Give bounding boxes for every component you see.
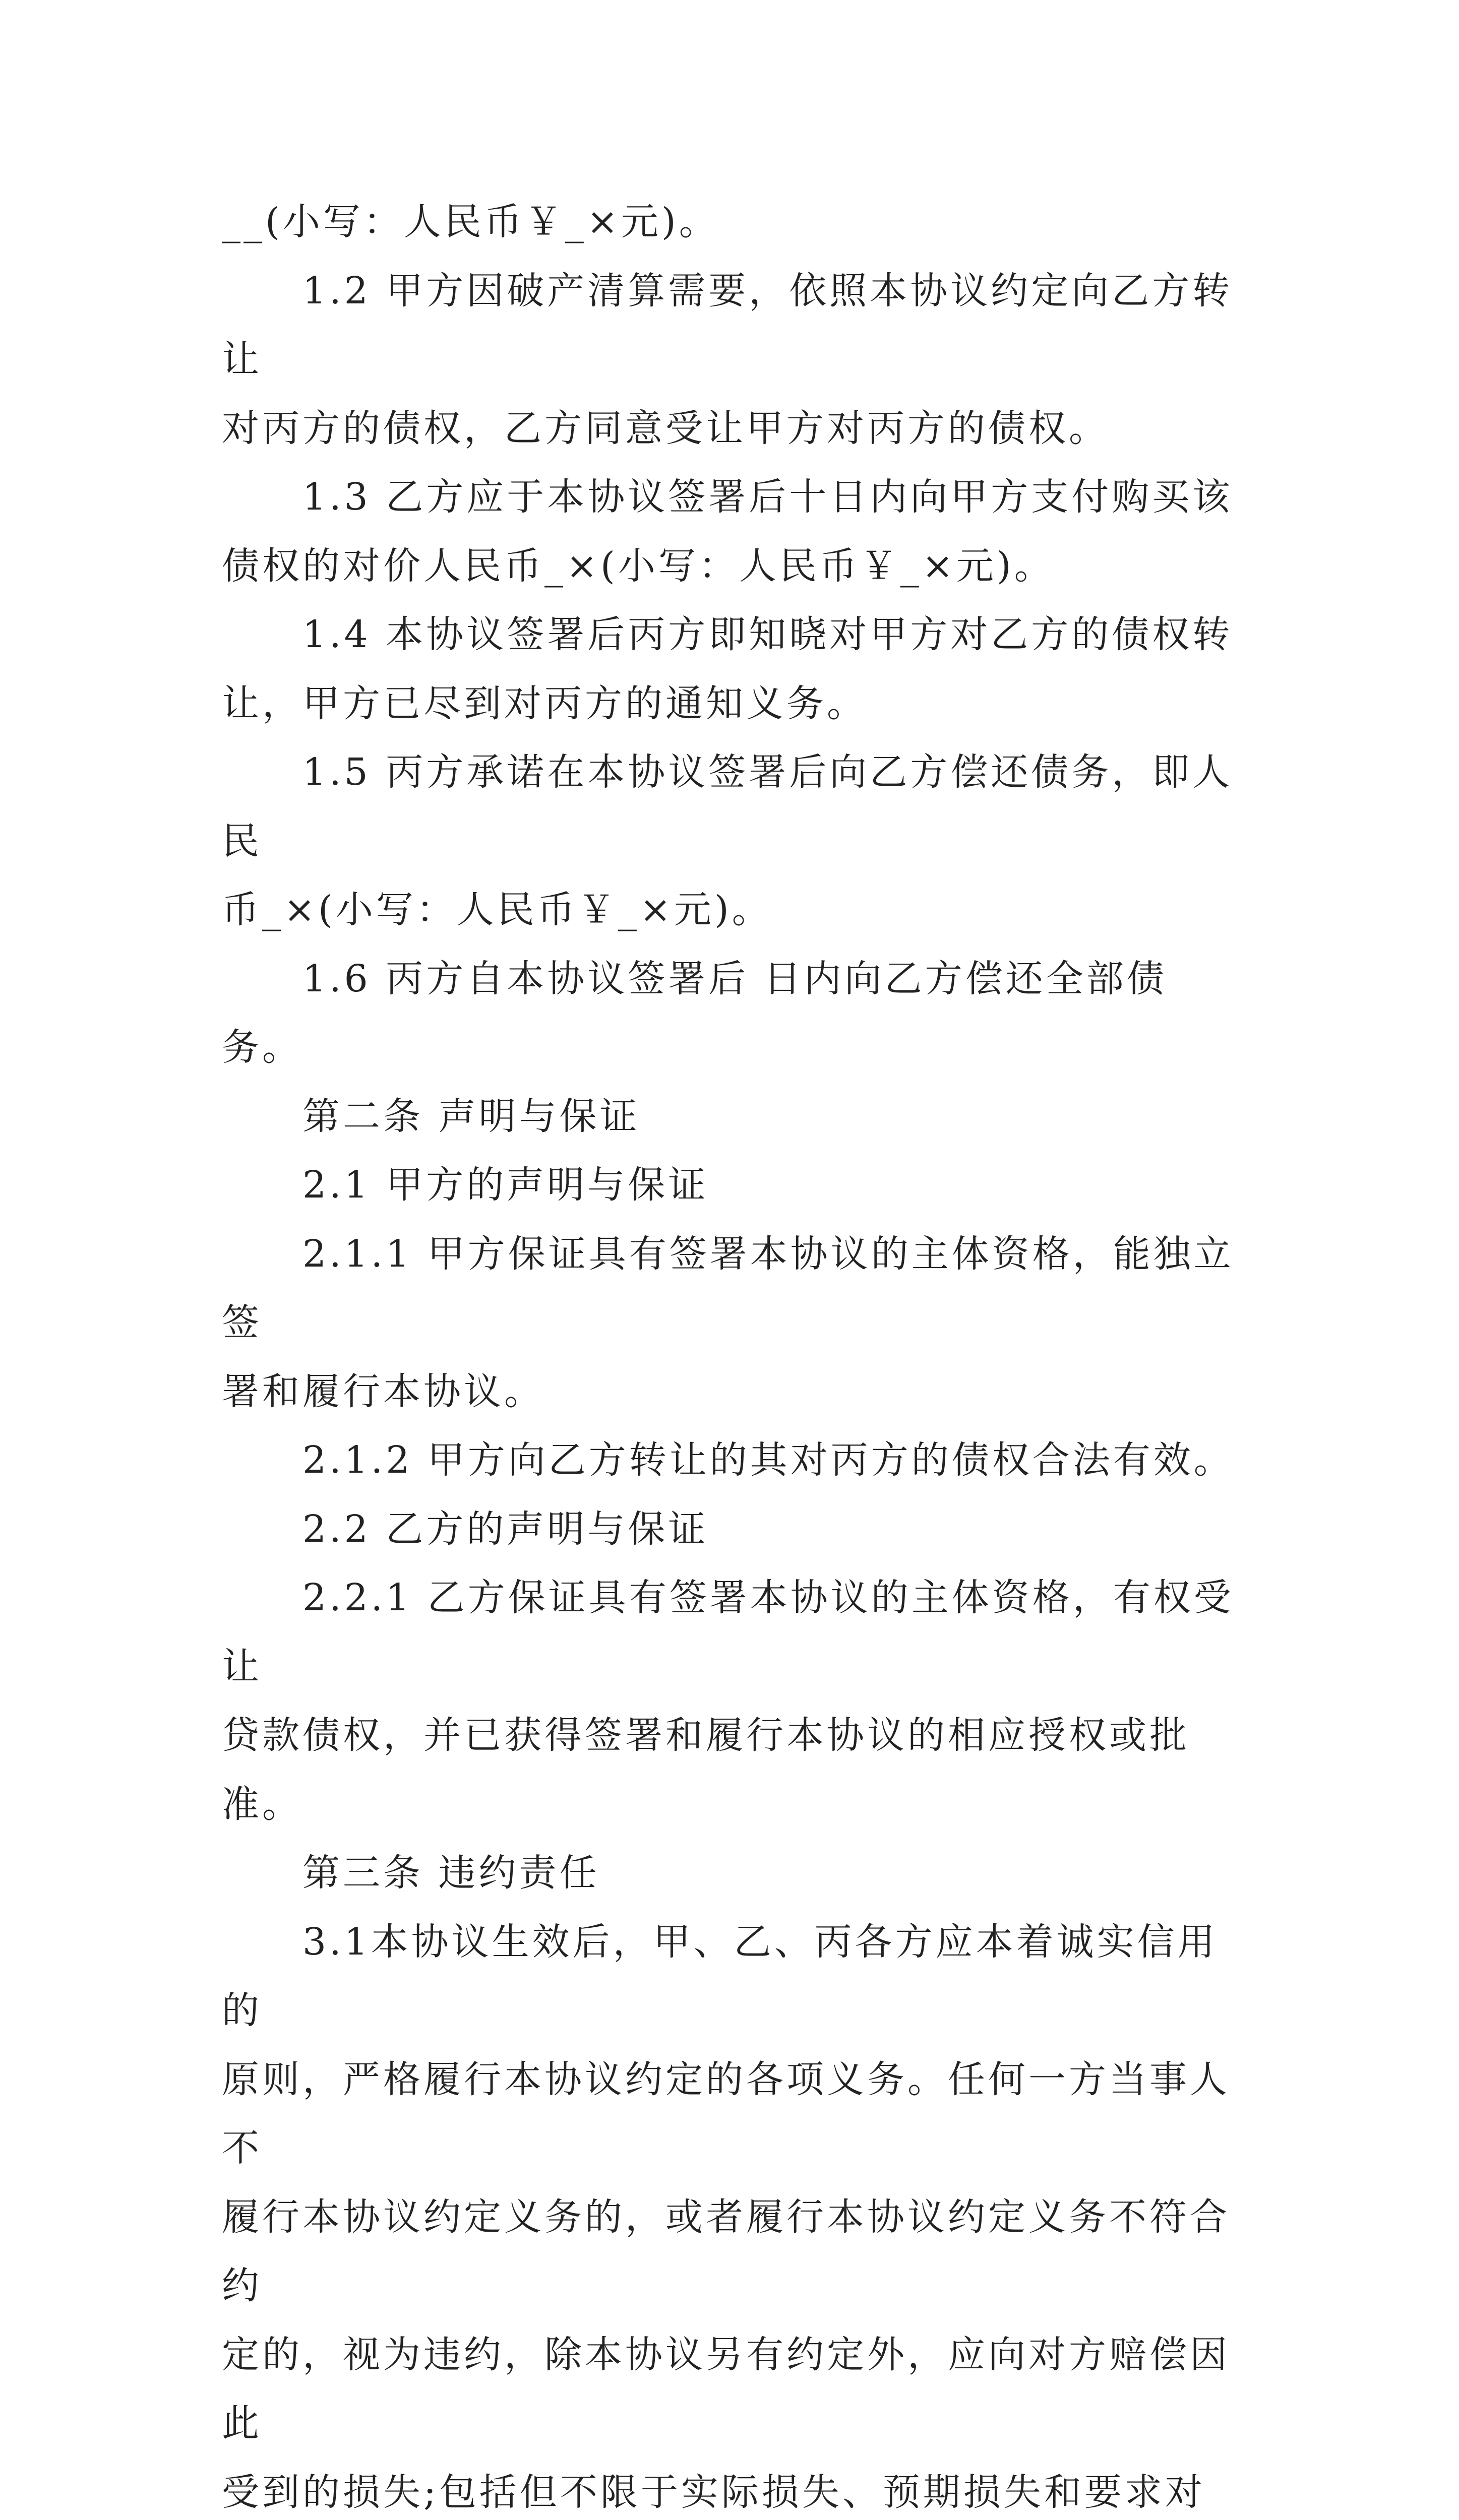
document-line: 2.1.1 甲方保证具有签署本协议的主体资格，能独立签 xyxy=(222,1220,1245,1357)
document-line: 2.2 乙方的声明与保证 xyxy=(222,1495,1245,1564)
document-line: 履行本协议约定义务的，或者履行本协议约定义务不符合约 xyxy=(222,2183,1245,2320)
document-line: 贷款债权，并已获得签署和履行本协议的相应授权或批准。 xyxy=(222,1701,1245,1839)
document-line: 2.2.1 乙方保证具有签署本协议的主体资格，有权受让 xyxy=(222,1563,1245,1701)
document-body xyxy=(222,187,1245,2520)
document-line: 受到的损失;包括但不限于实际损失、预期损失和要求对 xyxy=(222,2458,1245,2520)
document-line: 第二条 声明与保证 xyxy=(222,1082,1245,1151)
document-line: 2.1 甲方的声明与保证 xyxy=(222,1151,1245,1220)
document-line: 署和履行本协议。 xyxy=(222,1357,1245,1426)
document-line: 原则，严格履行本协议约定的各项义务。任何一方当事人不 xyxy=(222,2045,1245,2183)
document-line: 债权的对价人民币_×(小写：人民币￥_×元)。 xyxy=(222,532,1245,601)
document-line: 币_×(小写：人民币￥_×元)。 xyxy=(222,875,1245,944)
document-line: 3.1本协议生效后，甲、乙、丙各方应本着诚实信用的 xyxy=(222,1908,1245,2045)
document-line: 1.6 丙方自本协议签署后 日内向乙方偿还全部债务。 xyxy=(222,944,1245,1082)
document-line: 定的，视为违约，除本协议另有约定外，应向对方赔偿因此 xyxy=(222,2320,1245,2458)
document-line: 对丙方的债权，乙方同意受让甲方对丙方的债权。 xyxy=(222,394,1245,463)
document-line: 1.4 本协议签署后丙方即知晓对甲方对乙方的债权转 xyxy=(222,600,1245,669)
document-line: 1.2 甲方因破产清算需要，依照本协议约定向乙方转让 xyxy=(222,257,1245,394)
document-line: 1.3 乙方应于本协议签署后十日内向甲方支付购买该 xyxy=(222,463,1245,532)
document-line: __(小写：人民币￥_×元)。 xyxy=(222,187,1245,257)
document-line: 让，甲方已尽到对丙方的通知义务。 xyxy=(222,669,1245,738)
document-line: 第三条 违约责任 xyxy=(222,1839,1245,1908)
document-line: 1.5 丙方承诺在本协议签署后向乙方偿还债务，即人民 xyxy=(222,738,1245,875)
document-line: 2.1.2 甲方向乙方转让的其对丙方的债权合法有效。 xyxy=(222,1426,1245,1495)
